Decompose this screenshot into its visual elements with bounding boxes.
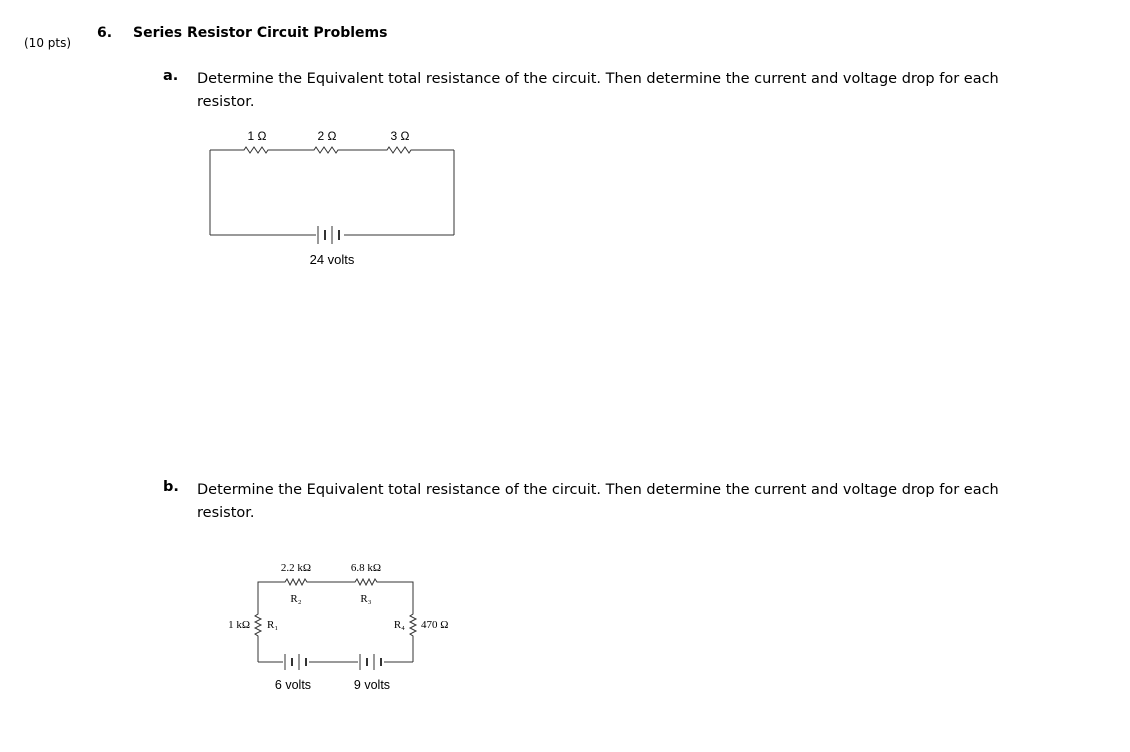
circuit-b-r1-label: R₁ (267, 619, 279, 631)
circuit-b-battery-1 (285, 654, 306, 670)
circuit-b-battery-2-label: 9 volts (353, 678, 391, 692)
circuit-a-r2-label: 2 Ω (317, 129, 337, 143)
circuit-b-r1-value: 1 kΩ (228, 619, 250, 631)
circuit-a-r3-label: 3 Ω (390, 129, 410, 143)
question-title: Series Resistor Circuit Problems (133, 25, 388, 41)
circuit-b-r4-label: R₄ (393, 619, 405, 631)
part-b-text: Determine the Equivalent total resistance of the circuit. Then determine the current and voltage drop for each resistor. (197, 482, 999, 521)
question-number: 6. (97, 25, 113, 41)
points-label: (10 pts) (24, 36, 72, 50)
circuit-b-r2-value: 2.2 kΩ (280, 562, 312, 574)
part-a-label: a. (163, 68, 179, 84)
circuit-b-right-wire (410, 610, 416, 662)
circuit-a-diagram (200, 120, 470, 275)
circuit-b-r3-label: R₃ (360, 593, 372, 605)
circuit-a-r1-label: 1 Ω (247, 129, 267, 143)
part-b-label: b. (163, 479, 179, 495)
part-a-text: Determine the Equivalent total resistance of the circuit. Then determine the current and voltage drop for each resistor. (197, 71, 999, 110)
circuit-a-battery (318, 226, 339, 244)
circuit-b-battery-1-label: 6 volts (274, 678, 312, 692)
circuit-b-r4-value: 470 Ω (421, 619, 449, 631)
circuit-a-top-wire (210, 147, 454, 153)
circuit-b-battery-2 (360, 654, 381, 670)
circuit-b-top-wire (258, 579, 413, 610)
circuit-a-battery-label: 24 volts (309, 252, 355, 267)
circuit-b-r2-label: R₂ (290, 593, 302, 605)
circuit-b-r3-value: 6.8 kΩ (350, 562, 382, 574)
circuit-b-left-wire (255, 610, 261, 662)
circuit-b-diagram (205, 555, 475, 700)
